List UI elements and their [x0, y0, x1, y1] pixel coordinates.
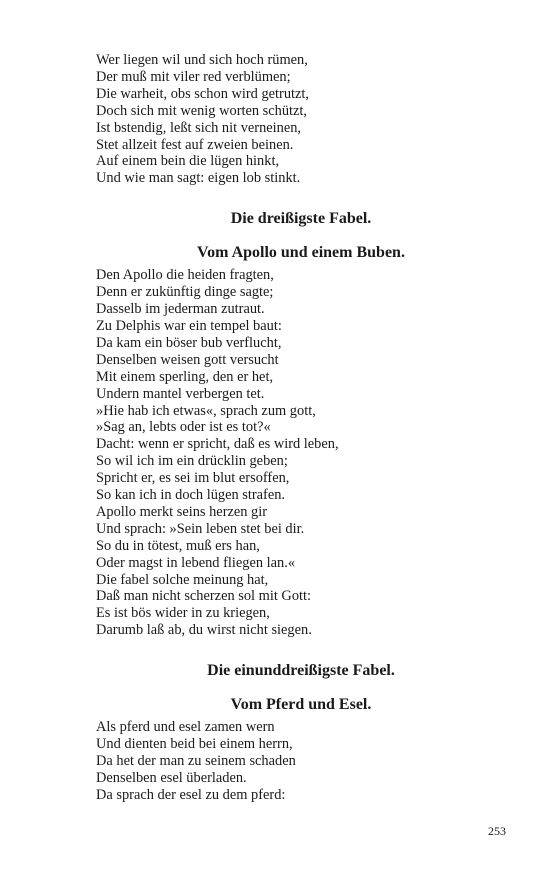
verse-line: Mit einem sperling, den er het, — [96, 368, 274, 385]
verse-line: Auf einem bein die lügen hinkt, — [96, 153, 280, 170]
verse-line: Spricht er, es sei im blut ersoffen, — [96, 470, 290, 487]
verse-line: Denselben weisen gott versucht — [96, 351, 279, 368]
fable-text — [96, 267, 506, 639]
verse-line: Oder magst in lebend fliegen lan.« — [96, 554, 296, 571]
fable-number-heading: Die einunddreißigste Fabel. — [207, 662, 395, 680]
verse-line: Dacht: wenn er spricht, daß es wird leben, — [96, 436, 339, 453]
verse-line: Die warheit, obs schon wird getrutzt, — [96, 85, 310, 102]
fable-title: Vom Pferd und Esel. — [230, 696, 372, 714]
verse-line: Es ist bös wider in zu kriegen, — [96, 605, 270, 622]
verse-line: Daß man nicht scherzen sol mit Gott: — [96, 588, 312, 605]
verse-line: Stet allzeit fest auf zweien beinen. — [96, 136, 294, 153]
fable-number-heading: Die dreißigste Fabel. — [230, 210, 372, 228]
verse-line: Da het der man zu seinem schaden — [96, 753, 296, 769]
book-page — [96, 52, 506, 804]
verse-line: Doch sich mit wenig worten schützt, — [96, 102, 308, 119]
verse-line: Denselben esel überladen. — [96, 769, 247, 786]
verse-line: Ist bstendig, leßt sich nit verneinen, — [96, 119, 302, 136]
verse-line: So kan ich in doch lügen strafen. — [96, 487, 286, 504]
verse-line: Der muß mit viler red verblümen; — [96, 68, 291, 85]
intro-stanza — [96, 52, 506, 187]
verse-line: Apollo merkt seins herzen gir — [96, 503, 268, 520]
verse-line: Zu Delphis war ein tempel baut: — [96, 317, 282, 334]
fable-title: Vom Apollo und einem Buben. — [197, 244, 405, 262]
verse-line: »Hie hab ich etwas«, sprach zum gott, — [96, 402, 316, 419]
verse-line: »Sag an, lebts oder ist es tot?« — [96, 419, 271, 436]
verse-line: Und wie man sagt: eigen lob stinkt. — [96, 170, 301, 187]
verse-line: Undern mantel verbergen tet. — [96, 385, 265, 402]
verse-line: Da sprach der esel zu dem pferd: — [96, 786, 286, 803]
verse-line: Denn er zukünftig dinge sagte; — [96, 284, 274, 301]
verse-line: Die fabel solche meinung hat, — [96, 571, 269, 588]
verse-line: Dasselb im jederman zutraut. — [96, 301, 265, 318]
fable-text — [96, 719, 506, 804]
verse-line: So du in tötest, muß ers han, — [96, 537, 260, 554]
verse-line: Darumb laß ab, du wirst nicht siegen. — [96, 622, 312, 639]
verse-line: Und dienten beid bei einem herrn, — [96, 736, 293, 753]
verse-line: Den Apollo die heiden fragten, — [96, 267, 274, 284]
verse-line: So wil ich im ein drücklin geben; — [96, 453, 288, 470]
page-number: 253 — [488, 824, 506, 838]
verse-line: Wer liegen wil und sich hoch rümen, — [96, 52, 308, 68]
verse-line: Als pferd und esel zamen wern — [96, 719, 275, 736]
verse-line: Da kam ein böser bub verflucht, — [96, 334, 282, 351]
verse-line: Und sprach: »Sein leben stet bei dir. — [96, 520, 305, 537]
